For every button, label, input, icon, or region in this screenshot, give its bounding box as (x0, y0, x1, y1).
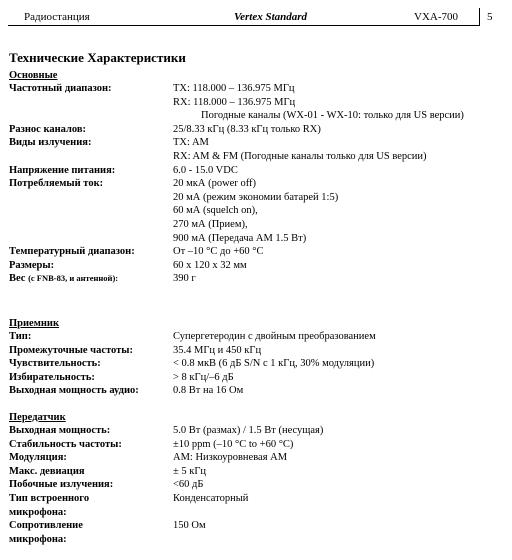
section-general (9, 69, 504, 286)
page-number: 5 (487, 11, 493, 23)
spec-row-audio-output (9, 384, 504, 398)
spec-row-weight (9, 272, 504, 286)
section-heading: Приемник (9, 318, 60, 329)
section-transmitter (9, 411, 504, 546)
spec-value: 6.0 - 15.0 VDC (173, 164, 238, 176)
spec-value: 5.0 Вт (размах) / 1.5 Вт (несущая) (173, 425, 324, 436)
spec-label: Стабильность частоты: (9, 438, 122, 450)
spec-value: 270 мА (Прием), (173, 218, 248, 230)
spec-row-frequency-stability (9, 438, 504, 452)
spec-value: 20 мА (режим экономии батарей 1:5) (173, 191, 339, 203)
spec-row-current-draw (9, 177, 504, 245)
spec-value: 25/8.33 кГц (8.33 кГц только RX) (173, 123, 321, 135)
spec-value: AM: Низкоуровневая АМ (173, 452, 288, 464)
spec-row-spurious-emissions (9, 478, 504, 492)
spec-value: От –10 °C до +60 °C (173, 246, 264, 258)
spec-label: Выходная мощность аудио: (9, 385, 139, 397)
spec-label: Выходная мощность: (9, 425, 111, 436)
spec-label: Виды излучения: (9, 137, 92, 149)
spec-row-dimensions (9, 259, 504, 273)
spec-row-frequency-range (9, 82, 504, 123)
section-receiver (9, 317, 504, 398)
spec-value: 150 Ом (173, 520, 206, 532)
spec-value: 20 мкА (power off) (173, 178, 256, 190)
spec-row-supply-voltage (9, 164, 504, 178)
spec-value: Супергетеродин с двойным преобразованием (173, 331, 376, 342)
spec-label: Температурный диапазон: (9, 246, 135, 258)
spec-label: Напряжение питания: (9, 164, 116, 176)
spec-row-output-power (9, 424, 504, 438)
spec-row-sensitivity (9, 357, 504, 371)
spec-label: Разнос каналов: (9, 123, 87, 135)
doc-title: Технические Характеристики (9, 50, 186, 65)
spec-row-receiver-type (9, 330, 504, 344)
spec-value: 390 г (173, 273, 196, 285)
spec-label: Размеры: (9, 259, 55, 271)
spec-label: Потребляемый ток: (9, 178, 104, 190)
spec-value: ±10 ppm (–10 °C to +60 °C) (173, 438, 294, 450)
section-heading: Основные (9, 70, 58, 81)
spec-label: Побочные излучения: (9, 479, 114, 491)
spec-value: > 8 кГц/–6 дБ (173, 371, 234, 383)
spec-label: Модуляция: (9, 452, 67, 464)
spec-row-microphone-impedance (9, 519, 504, 546)
spec-row-selectivity (9, 371, 504, 385)
spec-label: Макс. девиация (9, 465, 85, 477)
spec-row-emission-types (9, 136, 504, 163)
header-model: VXA-700 (414, 11, 458, 23)
spec-label: Тип: (9, 331, 32, 342)
spec-label (9, 272, 173, 286)
spec-value: 900 мА (Передача AM 1.5 Вт) (173, 232, 307, 244)
section-heading: Передатчик (9, 412, 66, 423)
spec-row-if-frequencies (9, 344, 504, 358)
spec-value: < 0.8 мкВ (6 дБ S/N с 1 кГц, 30% модуляции) (173, 358, 375, 370)
spec-row-temperature-range (9, 245, 504, 259)
spec-row-modulation (9, 451, 504, 465)
spec-label-note: (с FNB-83, и антенной): (28, 273, 119, 284)
spec-value: 60 x 120 x 32 мм (173, 259, 247, 271)
spec-label: Чувствительность: (9, 358, 101, 370)
spec-value: Погодные каналы (WX-01 - WX-10: только для US версии) (201, 110, 464, 122)
spec-label: Частотный диапазон: (9, 83, 112, 94)
header-brand: Vertex Standard (234, 11, 308, 23)
spec-row-microphone-type (9, 492, 504, 519)
spec-value: 0.8 Вт на 16 Ом (173, 385, 244, 397)
spec-value: TX: 118.000 – 136.975 МГц (173, 83, 295, 94)
spec-value: TX: AM (173, 137, 209, 149)
spec-row-max-deviation (9, 465, 504, 479)
spec-row-channel-spacing (9, 123, 504, 137)
header-rule (8, 25, 480, 26)
spec-label: Избирательность: (9, 371, 95, 383)
header-left-text: Радиостанция (24, 11, 90, 23)
spec-value: ± 5 кГц (173, 465, 207, 477)
spec-value: RX: AM & FM (Погодные каналы только для US версии) (173, 150, 427, 162)
spec-value: RX: 118.000 – 136.975 МГц (173, 96, 296, 108)
spec-value: Конденсаторный (173, 492, 249, 504)
spec-label: Тип встроенного микрофона: (9, 492, 90, 518)
spec-label-text: Вес (9, 273, 26, 285)
spec-value: <60 дБ (173, 479, 204, 491)
header-vertical-rule (479, 8, 480, 26)
spec-label: Промежуточные частоты: (9, 344, 134, 356)
spec-label: Сопротивление микрофона: (9, 520, 83, 545)
page-header (8, 8, 502, 26)
spec-value: 35.4 МГц и 450 кГц (173, 344, 262, 356)
spec-value: 60 мА (squelch on), (173, 205, 258, 217)
